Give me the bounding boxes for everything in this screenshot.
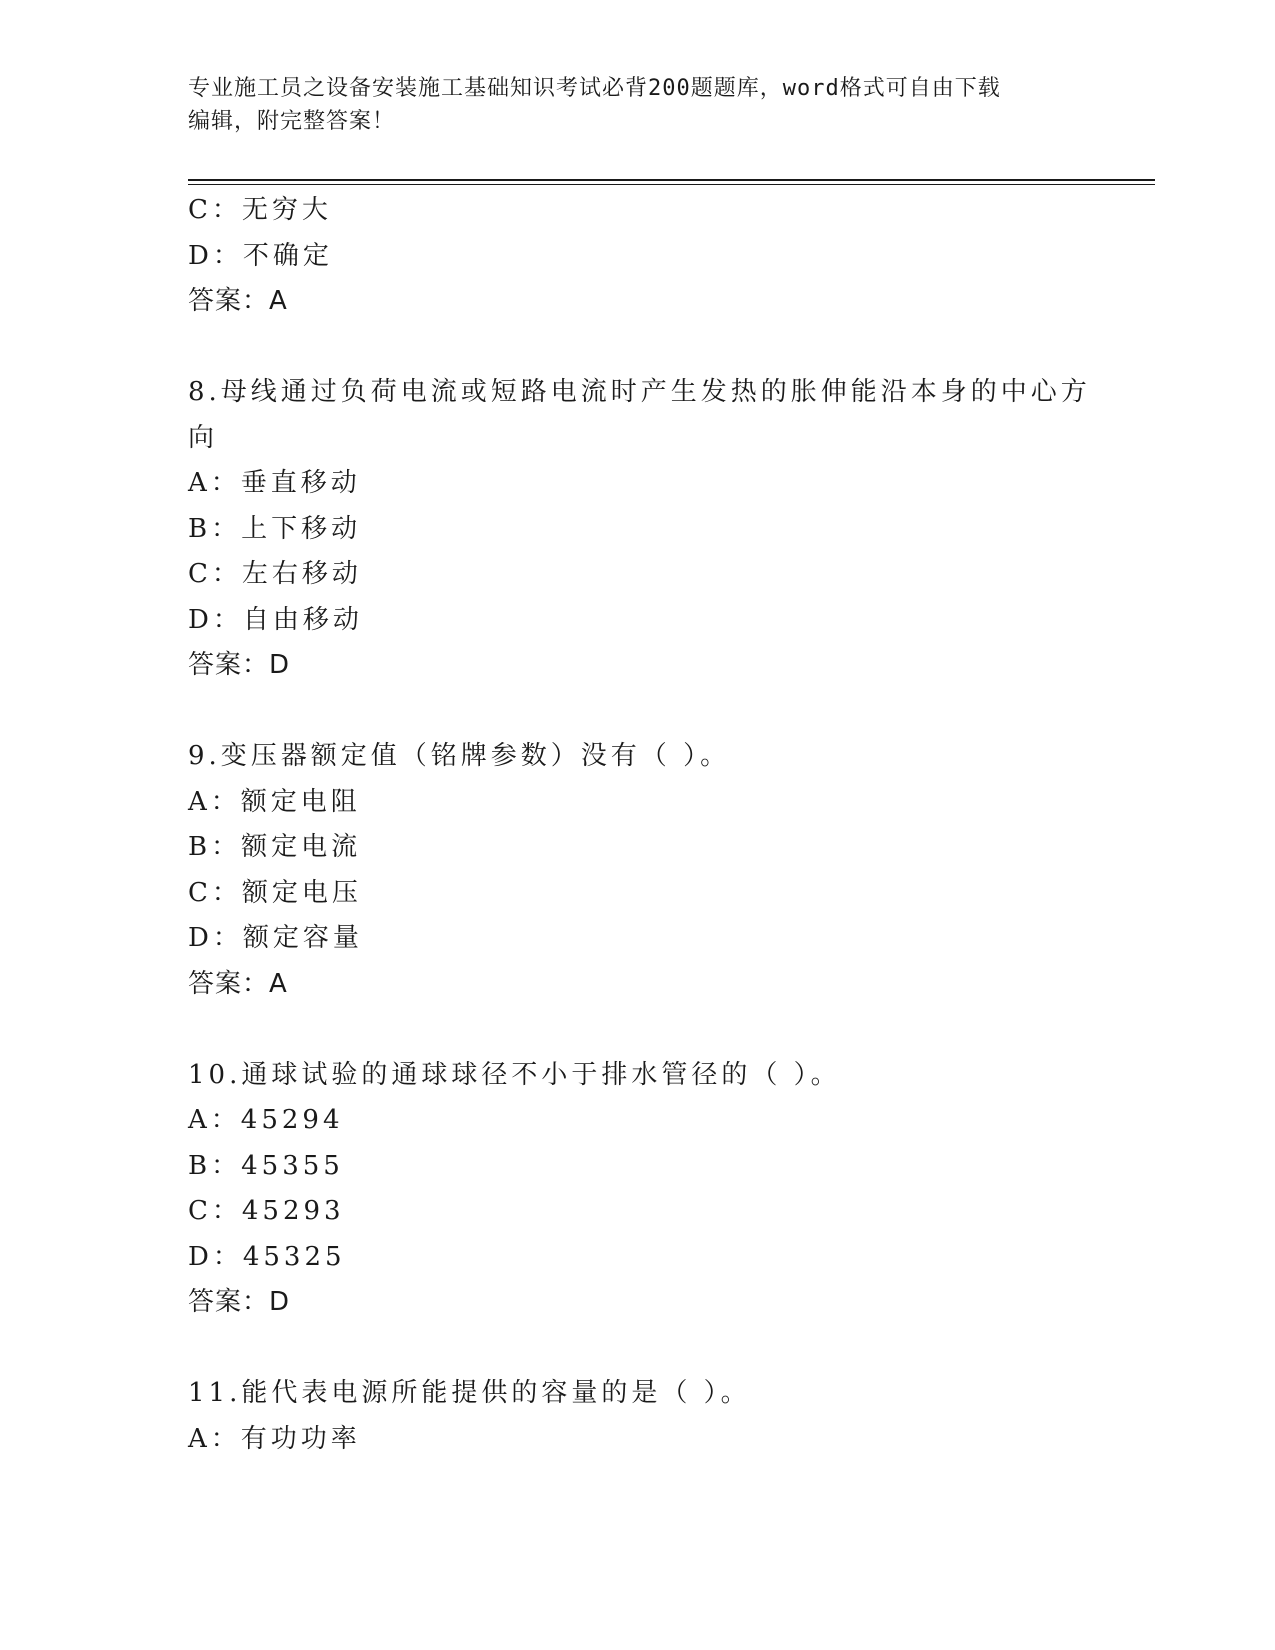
option-a: A：45294 [188,1105,344,1135]
header-line-1: 专业施工员之设备安装施工基础知识考试必背200题题库，word格式可自由下载 [188,76,1001,101]
option-c: C：左右移动 [188,559,362,589]
question-9-text: 9.变压器额定值（铭牌参数）没有（ ）。 [188,741,731,771]
answer-line: 答案：A [188,968,288,999]
option-d: D：45325 [188,1241,346,1272]
question-11-block [188,1371,1088,1462]
option-c: C：无穷大 [188,195,332,225]
header-rule-thick [188,179,1155,181]
option-a: A：垂直移动 [188,468,361,498]
option-a: A：有功功率 [188,1423,361,1454]
option-b: B：额定电流 [188,832,362,862]
question-8-block [188,370,1091,689]
question-10-text: 10.通球试验的通球球径不小于排水管径的（ ）。 [188,1059,841,1090]
option-b: B：上下移动 [188,513,362,544]
document-header [188,72,1088,138]
option-c: C：45293 [188,1196,345,1226]
option-d: D：不确定 [188,240,333,271]
option-b: B：45355 [188,1150,344,1181]
header-rule-thin [188,184,1155,185]
question-8-text: 8.母线通过负荷电流或短路电流时产生发热的胀伸能沿本身的中心方 [188,377,1091,407]
question-list [188,188,1091,1462]
previous-question-block [188,188,1088,325]
question-10-block [188,1053,1088,1326]
question-9-block [188,734,1088,1007]
option-d: D：自由移动 [188,604,363,635]
answer-line: 答案：D [188,1287,291,1317]
question-8-text-continued: 向 [188,422,219,453]
answer-line: 答案：A [188,286,288,316]
option-a: A：额定电阻 [188,786,361,817]
answer-line: 答案：D [188,650,291,680]
header-line-2: 编辑，附完整答案！ [188,109,396,134]
option-d: D：额定容量 [188,923,363,953]
option-c: C：额定电压 [188,877,362,908]
question-11-text: 11.能代表电源所能提供的容量的是（ ）。 [188,1378,751,1408]
